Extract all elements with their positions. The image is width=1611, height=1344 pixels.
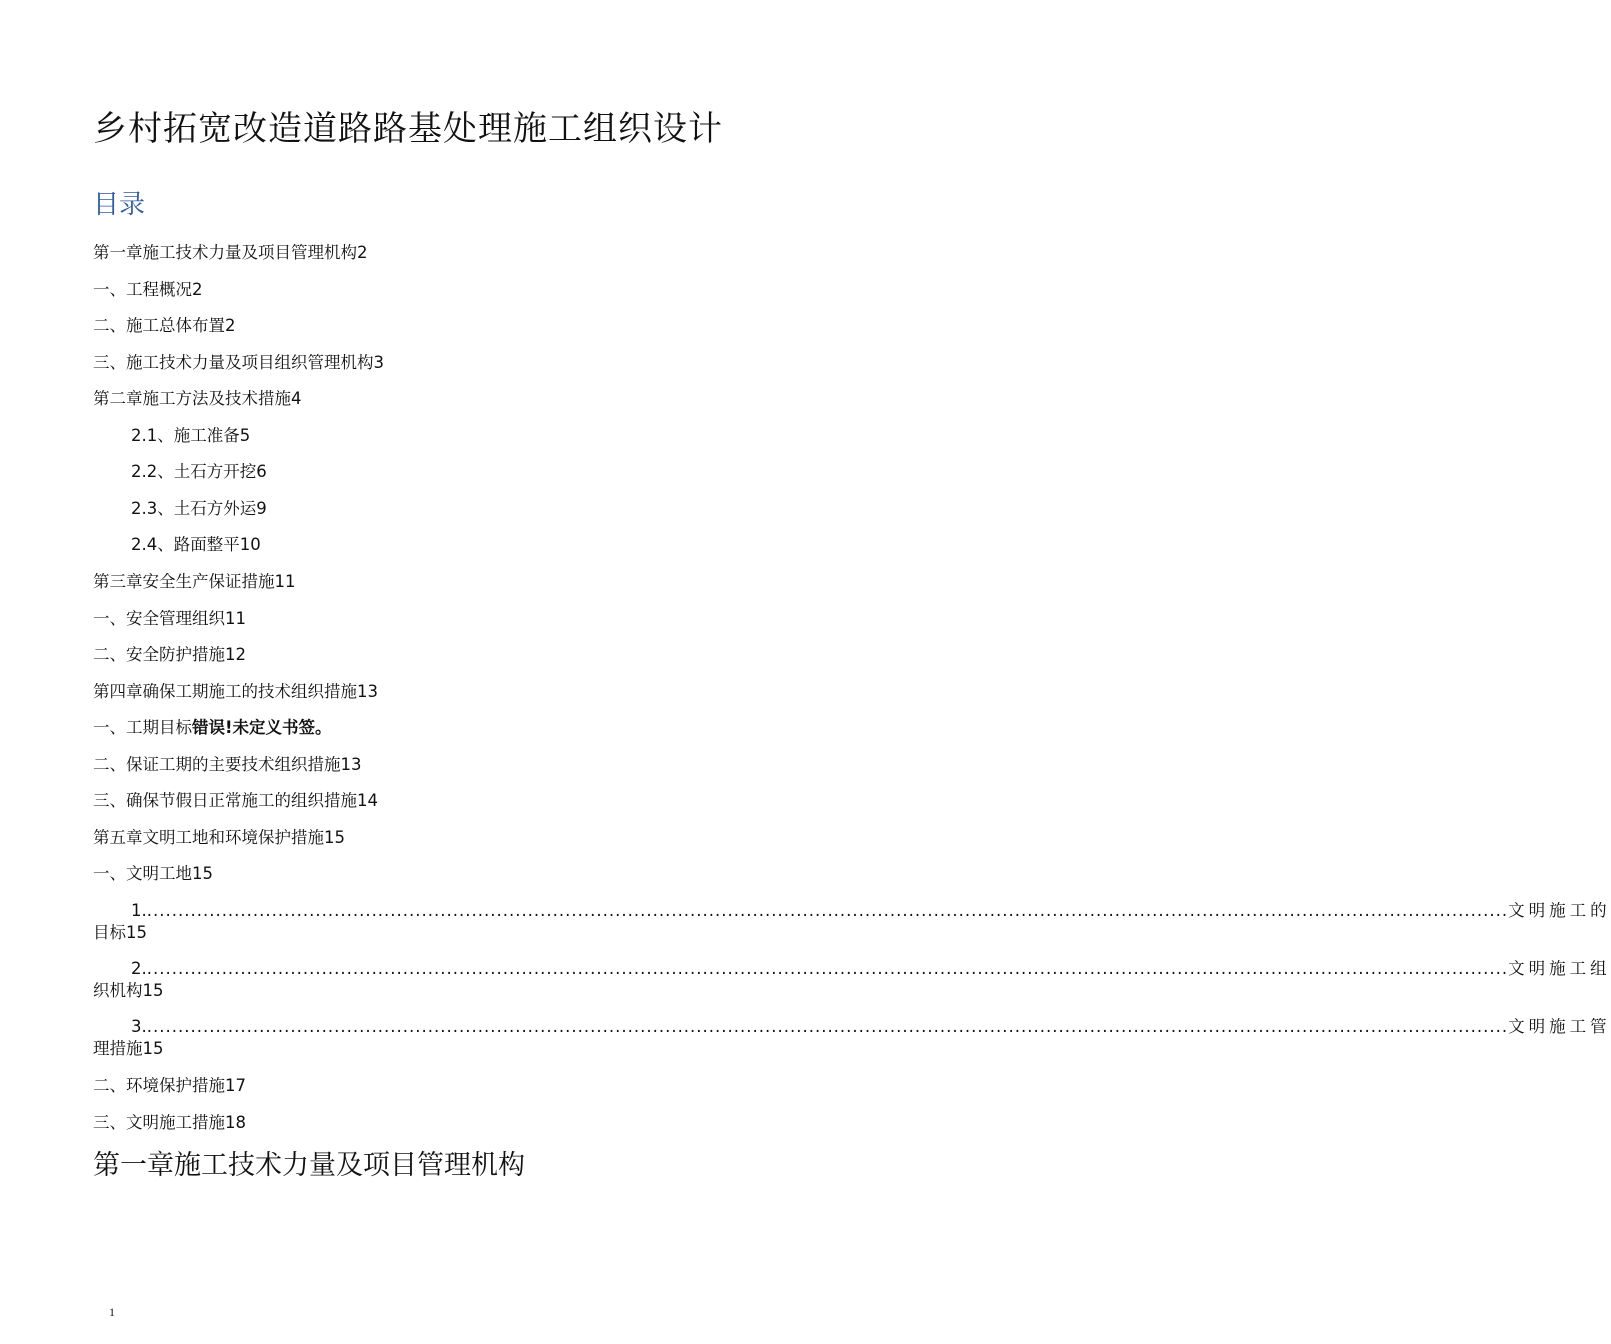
- toc-entry-label-end: 理措施: [93, 1039, 143, 1058]
- toc-entry-page: 13: [357, 682, 378, 701]
- toc-entry-page: 11: [225, 609, 246, 628]
- document-title: 乡村拓宽改造道路路基处理施工组织设计: [93, 109, 723, 149]
- toc-entry-page: 15: [324, 828, 345, 847]
- toc-entry[interactable]: [93, 388, 302, 410]
- toc-entry-label: 三、确保节假日正常施工的组织措施: [93, 791, 357, 810]
- toc-entry-label: 第四章确保工期施工的技术组织措施: [93, 682, 357, 701]
- toc-entry-label: 2.3、土石方外运: [131, 499, 257, 518]
- chapter-heading: 第一章施工技术力量及项目管理机构: [93, 1150, 525, 1181]
- toc-entry-number: 2.: [131, 959, 147, 978]
- toc-entry-label-start: 文明施工的: [1508, 901, 1611, 920]
- toc-entry-page: 2: [192, 280, 203, 299]
- toc-entry[interactable]: [131, 425, 250, 447]
- toc-entry[interactable]: [93, 863, 213, 885]
- toc-entry-page: 15: [142, 981, 164, 1000]
- toc-entry-label: 二、施工总体布置: [93, 316, 225, 335]
- toc-entry-label: 二、环境保护措施: [93, 1076, 225, 1095]
- toc-entry-number: 1.: [131, 901, 147, 920]
- toc-entry-page: 14: [357, 791, 378, 810]
- toc-entry-label: 一、文明工地: [93, 864, 192, 883]
- toc-entry-label: 一、工程概况: [93, 280, 192, 299]
- toc-entry[interactable]: [93, 827, 345, 849]
- toc-entry-page: 2: [357, 243, 368, 262]
- toc-entry[interactable]: [93, 681, 378, 703]
- toc-entry-page: 18: [225, 1113, 246, 1132]
- toc-entry-label: 2.4、路面整平: [131, 535, 240, 554]
- toc-entry-page: 3: [373, 353, 384, 372]
- toc-entry-page: 5: [239, 426, 251, 445]
- toc-heading: 目录: [93, 190, 146, 220]
- toc-entry-label: 二、安全防护措施: [93, 645, 225, 664]
- toc-entry-page: 15: [192, 864, 213, 883]
- toc-entry[interactable]: [93, 352, 384, 374]
- dot-leader: ..........................................................................................................................................................................................................................: [146, 901, 1509, 920]
- toc-entry[interactable]: [131, 461, 267, 483]
- toc-entry-page: 12: [225, 645, 246, 664]
- toc-entry-page: 6: [256, 462, 267, 481]
- toc-entry-page: 17: [225, 1076, 246, 1095]
- toc-entry-dotted[interactable]: [93, 958, 1611, 1002]
- toc-entry-dotted[interactable]: [93, 1016, 1611, 1060]
- toc-entry-label: 三、文明施工措施: [93, 1113, 225, 1132]
- toc-entry-label: 三、施工技术力量及项目组织管理机构: [93, 353, 374, 372]
- toc-entry-dotted[interactable]: [93, 900, 1611, 944]
- dot-leader: ..........................................................................................................................................................................................................................: [146, 1017, 1509, 1036]
- toc-entry[interactable]: [93, 717, 332, 739]
- toc-entry-label-end: 织机构: [93, 981, 143, 1000]
- toc-entry-label-start: 文明施工管: [1508, 1017, 1611, 1036]
- toc-entry[interactable]: [93, 279, 203, 301]
- toc-entry[interactable]: [131, 498, 267, 520]
- toc-entry-page: 13: [340, 755, 362, 774]
- toc-entry-label: 一、安全管理组织: [93, 609, 225, 628]
- toc-entry-label: 第五章文明工地和环境保护措施: [93, 828, 324, 847]
- toc-entry-label-start: 文明施工组: [1508, 959, 1611, 978]
- toc-entry[interactable]: [93, 608, 246, 630]
- page-number: 1: [109, 1305, 115, 1319]
- toc-entry-label: 二、保证工期的主要技术组织措施: [93, 755, 341, 774]
- toc-entry[interactable]: [93, 1075, 246, 1097]
- toc-entry-label: 第一章施工技术力量及项目管理机构: [93, 243, 357, 262]
- toc-entry[interactable]: [93, 754, 362, 776]
- toc-entry-page: 11: [274, 572, 296, 591]
- toc-entry[interactable]: [131, 534, 261, 556]
- toc-entry[interactable]: [93, 1112, 246, 1134]
- toc-entry[interactable]: [93, 571, 296, 593]
- toc-entry-label: 第三章安全生产保证措施: [93, 572, 275, 591]
- toc-entry-label-end: 目标: [93, 923, 126, 942]
- toc-entry-page: 2: [225, 316, 236, 335]
- toc-entry-label: 一、工期目标: [93, 718, 192, 737]
- toc-entry-label: 2.1、施工准备: [131, 426, 240, 445]
- toc-entry-number: 3.: [131, 1017, 147, 1036]
- toc-entry-page: 4: [291, 389, 302, 408]
- toc-entry[interactable]: [93, 242, 368, 264]
- toc-entry[interactable]: [93, 790, 378, 812]
- toc-entry[interactable]: [93, 644, 246, 666]
- toc-entry[interactable]: [93, 315, 236, 337]
- toc-entry-error: 错误!未定义书签。: [192, 718, 332, 737]
- toc-entry-label: 2.2、土石方开挖: [131, 462, 257, 481]
- dot-leader: ..........................................................................................................................................................................................................................: [146, 959, 1509, 978]
- toc-entry-page: 9: [256, 499, 267, 518]
- toc-entry-page: 15: [142, 1039, 164, 1058]
- toc-entry-page: 15: [126, 923, 147, 942]
- toc-entry-label: 第二章施工方法及技术措施: [93, 389, 291, 408]
- toc-entry-page: 10: [239, 535, 261, 554]
